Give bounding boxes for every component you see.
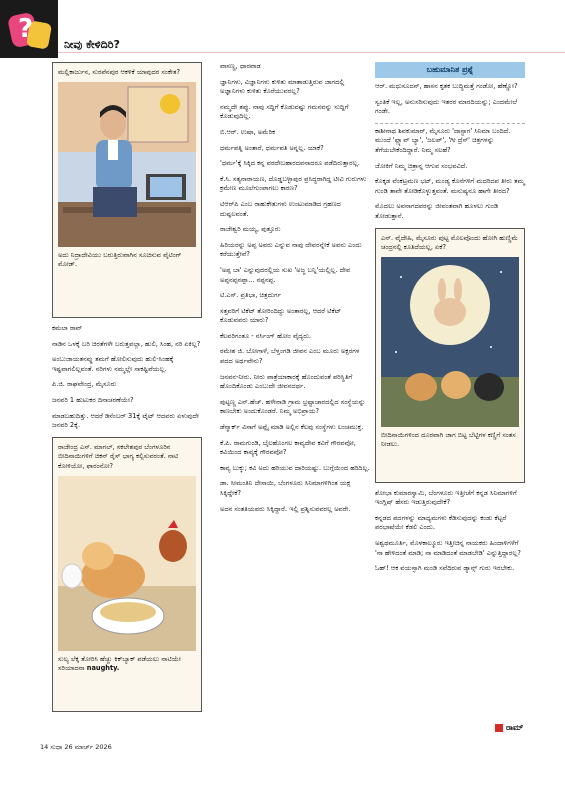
- answer-text: ಅದನ ಸಂತತಿಯವರು ಸಿಕ್ಕಿದ್ದಾರೆ. ಇಲ್ಲಿ ಪ್ರಶ್ನಿಸುವವರಲ್ಲ ಅವರೇ.: [220, 504, 351, 513]
- question-text: ಎನ್. ವೈದೇಹಿ, ಮೈಸೂರು ಪುಟ್ಟ ಮೊಲವೊಂದು ಹೋಗಿ ಹುಣ್ಣಿಮೆ ಚಂದ್ರನಲ್ಲಿ ಕೂತಿದೆಯಲ್ಲ, ಏಕೆ?: [381, 233, 518, 252]
- column-1: [52, 62, 202, 712]
- answer-text: ನಮ್ಮದೇ ತಪ್ಪು. ನಾವು ಸದ್ದಿಗೆ ಕೊಡುವಷ್ಟು ಗಮನವನ್ನು ಸುದ್ದಿಗೆ ಕೊಡುವುದಿಲ್ಲ.: [220, 102, 349, 121]
- question-text: ಶೋಭಾ ಕುಮಾರಸ್ವಾಮಿ, ಬೆಂಗಳೂರು ಇತ್ತೀಚೆಗೆ ಕನ್ನಡ ಸಿನಿಮಾಗಳಿಗೆ ಇಂಗ್ಲಿಷ್ ಹೆಸರು ಇಡುತ್ತಿರುವುದೇಕೆ?: [375, 488, 517, 507]
- answer-text: ಡೆನ್ಮಾರ್ಕ್ ವಿಸಾಗೆ ಅಪ್ಲೈ ಮಾಡಿ ಅಲ್ಲಿನ ಕೆಲವು ಸಂಸ್ಥೆಗಳು ಲಂಚಮುಕ್ತ.: [220, 423, 364, 432]
- answer-text-main: ಸುಲ್ಯ ಲೆಕ್ಕ ತೋರಿಸಿ ಹೆಚ್ಚು ಕಿಕ್‌ಬ್ಯಾಕ್ ಪಡೆಯಲು ನಾಟಿಯೇ ಸರಿಯಾದನಾ: [58, 654, 181, 673]
- question-text: ಕೆ.ಸಿ. ಸತ್ಯನಾರಾಯಣ, ದೊಡ್ಡಬಳ್ಳಾಪುರ ಪ್ರಸಿದ್ಧರಾಗಿದ್ದ ಟೀವಿ ಗುರುಗಳು ಕ್ರಮೇಣ ಮೂಲೆಗುಂಪಾಗಲು ಕಾರಣ?: [220, 174, 367, 193]
- featured-qa-1: [52, 62, 202, 318]
- dog-and-chickens-illustration: [58, 476, 196, 651]
- question-text: ಆರ್. ಮಧುಸೂದನ್, ಹಾಸನ ಕೃತಕ ಬುದ್ಧಿಮತ್ತೆ ಗಂಡೋ, ಹೆಣ್ಣೋ?: [375, 82, 518, 90]
- answer-text: ಕಾವ್ಯ ಬುಕ್ಕು; ಕವಿ ಅದು ಹರಿಯುವ ದಾರಿಯಷ್ಟು. ಬುಗ್ಗೆಯಿಂದ ಹರಿದಿಲ್ಲ.: [220, 463, 370, 472]
- rabbit-in-moon-illustration: [381, 257, 519, 427]
- asker-name: ವಾಸಣ್ಣ, ಧಾರವಾಡ: [220, 62, 261, 70]
- question-text: ಧರ್ಮಪತ್ನಿ ಅಂತಾರೆ, ಧರ್ಮಪತಿ ಅನ್ನಲ್ಲ. ಯಾಕೆ?: [220, 143, 324, 152]
- answer-text: 'ಅಪ್ಪ ಬಾ' ಎನ್ನುವುದರಲ್ಲಿಯ ಸುಖ 'ಅಜ್ಜ ಬನ್ನಿ'ಯಲ್ಲಿಲ್ಲ. ದೇವ ಅಪ್ಪನಪ್ಪನಪ್ಪಾ... ನಪ್ಪನಪ್ಪ.: [220, 265, 351, 284]
- answer-text: ಟಿಆರ್‌ಪಿ ಎಂಬ ರಾಹುಕೇತುಗಳು ಉಂಟುಮಾಡಿದ ಗ್ರಹಣದ ದುಷ್ಪಲವಂತೆ.: [220, 199, 341, 218]
- author-credit: [495, 723, 523, 733]
- answer-text: 'ಧರ್ಮ'ಕ್ಕೆ ಸಿಕ್ಕಿದ ಕನ್ನ ವರದೇಬಹಾರದವನಾದರೂ ಪಡೆದಿರುತ್ತಾರಲ್ಲ.: [220, 159, 360, 168]
- answer-text: ಸ್ವಂತಿಕೆ ಇಲ್ಲ, ಅನುಸರಿಸುವುದು ಇತರರ ಮಾರದಿಯನ್ನು; ಎಂದಮೇಲೆ ಗಂಡೇ.: [375, 97, 518, 116]
- answer-text: ಮಾಡಬಹುದಿತ್ತು. ಆದರೆ ಡಿಸೆಂಬರ್ 31ಕ್ಕೆ ಟೈಟ್ ಆದವರು ಏಳುವುದೇ ಜನವರಿ 2ಕ್ಕೆ.: [52, 411, 199, 430]
- answer-text: ಅಂಬುಜಾಯತನವ್ನು ತಮಗೆ ಹೋಲಿಸುವುದು ಹುಲಿ-ಸಿಂಹಕ್ಕೆ ಇಷ್ಟವಾಗಲಿಲ್ಲವಂತೆ. ನರಿಗಳು ನಮ್ಮಲ್ಲೇ ಸಾಕಷ್ಟಿವೆಯಲ್ಲ.: [52, 355, 174, 373]
- question-text: ಕೆ.ಪಿ. ರಾಮಗುಂಡಿ, ಬೈಲಹೊಂಗಲ ಕಾವ್ಯದೇವ ಕವಿಗೆ ಗೌರವವೋ, ಕವಿಯಿಂದ ಕಾವ್ಯಕ್ಕೆ ಗೌರವವೋ?: [220, 438, 356, 457]
- question-text: ಕೊಕ್ಕಡ ವೆಂಕಟ್ರಮಣ ಭಟ್, ಮಂಡ್ಯ ಕೊನೆಗಳಿಗೆ ಮದರಿದಪ ತೀರು ತಮ್ಮ ಗುಂಡಿ ತಾವೇ ತೋಡಿಕೊಳ್ಳುತ್ತವಂತೆ. ಮನುಷ್ಯನೂ ಹಾಗೇ ತೀರದ?: [375, 177, 525, 195]
- answer-text: ಕೆಲವರಿಗಂತೂ - ನರ್ಸಿಂಗ್ ಹೋಂ ವೈದ್ಯರು.: [220, 331, 312, 340]
- yawning-man-illustration: [58, 82, 196, 247]
- question-text: ಹಿರಿಯರನ್ನು ಅಪ್ಪ ಅವರು ಎನ್ನುವ ನಾವು ದೇವರನ್ನೇಕೆ ಅವನು ಎಂದು ಕರೆಯುತ್ತೇವೆ?: [220, 240, 362, 259]
- question-text: ಮಲ್ಲಿಕಾರ್ಜುನ, ಸುರಪೆನಪುರ ಆಕಳಿಕೆ ಯಾವುದರ ಸಂಕೇತ?: [58, 68, 180, 76]
- answer-text: ಜನವನ-ನೀರು. ನೀರು ಪಾತ್ರೆಯಾಕಾರಕ್ಕೆ ಹೊಂದುವಂತೆ ಪರಿಸ್ಥಿತಿಗೆ ಹೊಂದಿಕೊಂಡು ಎಂಬುದೇ ಜೀವನದರ್ಥ.: [220, 372, 353, 391]
- featured-qa-2: [52, 437, 202, 712]
- answer-text: [58, 655, 196, 674]
- asker-name: ಬಿ.ಆರ್. ಉಷಾ, ಅಮೆರಿಕ: [220, 127, 276, 136]
- answer-text: ಓಹ್! ಆಕ ವಯಸ್ಸಾಗಿ ಮಂಡಿ ಸವೆದಿರುವ ಡ್ಯಾನ್ಸ್ ಗುರು ಇರಬೇಕು.: [375, 564, 515, 573]
- prize-question-banner: ಬಹುಮಾನಿತ ಪ್ರಶ್ನೆ: [375, 62, 525, 78]
- question-text: ಜನವರಿ 1 ಹುಟುಕರ ದಿನಾಚರಣೆಯೇ?: [52, 395, 134, 404]
- answer-text: ಅದು ನಿದ್ರಾದೇವಿಯು ಬರುತ್ತಿರುವಾಗಿನ ಸೂಚಿಸುವ ವೈಟಿಂಗ್ ಮೋಡ್.: [58, 250, 182, 269]
- page-footer: 14 ಸುಧಾ 26 ಮಾರ್ಚ್ 2026: [40, 743, 112, 751]
- question-text: ಅಶ್ವಥಮೂರ್ತಿ, ಮೊಳಕಾಲ್ಮೂರು ಇತ್ತೀಚಿನ್ನ ನಾಯಕರು ಹಿಂದಾಳಿಗಳೆಗೆ 'ನಾ ಹೇಳಿದಂತೆ ಮಾಡಿ; ನಾ ಮಾಡಿದಂತೆ ಮಾಡಬೇಡಿ' ಎನ್ನುತ್ತಿದ್ದಾರಲ್ಲ?: [375, 538, 521, 557]
- page-title: ನೀವು ಕೇಳಿದಿರಿ?: [64, 38, 120, 51]
- answer-text: ಮೊದಲು ಅವನಾಗದವರನ್ನು ಜೀವಂತವಾಗಿ ಹೂಳಲು ಗುಂಡಿ ತೋಡುತ್ತಾನೆ.: [375, 202, 499, 220]
- question-collage-logo: [0, 0, 58, 58]
- question-text: ಡಾ. ಸೀಮಂತಿನಿ ದೇಸಾಯಿ, ಬೆಂಗಳೂರು ಸಿನಿಮಾಗಳಿಗಿಂತ ಯಕ್ಷ ಸಿಕ್ಕಿದ್ದೇಕೆ?: [220, 479, 351, 497]
- column-2: [220, 62, 370, 520]
- question-text: ಸತ್ತವರಿಗೆ ಟಿಕೆಟ್ ತೋರಿಂದಿದ್ದು ಅಂತಾರಲ್ಲ, ಆದರೆ ಟಿಕೆಟ್ ಕೊಡುವವರು ಯಾರು?: [220, 306, 342, 325]
- question-text: ನಾಡಿನ ಒಳಕ್ಕೆ ಬರಿ ಚಿರತೆಗಳೇ ಬರುತ್ತವಲ್ಲಾ, ಹುಲಿ, ಸಿಂಹ, ನರಿ ಏಕಿಲ್ಲ?: [52, 339, 201, 348]
- question-text: ಪುಟ್ಟಣ್ಣ ಎನ್.ಹೆಚ್. ಹಳೇನಾಡಿ ಗ್ರಾಮ ಭ್ರಷ್ಟಾಚಾರದಲ್ಲಿದ ಸಂಸ್ಥೆಯನ್ನು ಕಾಣಬೇಕು ಅಂದುಕೊಂಡರೆ. ನಿಮ್ಮ ಅಭಿಪ್ರಾಯ?: [220, 397, 366, 416]
- asker-name: ರಾಜೇಶ್ವರಿ ಮಯ್ಯ, ಪುತ್ತೂರು: [220, 225, 281, 234]
- featured-qa-3: [375, 228, 525, 483]
- answer-text: ಬೀದಿನಾಯಿಗಳಿಂದ ದೂರವಾಗಿ ಜಾಗ ಬಿಟ್ಟ ಬೆಟ್ಟಿಗಳ ಕಣ್ಣಿಗೆ ಸಂತಸ ನೀಡಲು.: [381, 430, 516, 449]
- question-text: ಕಾಶೀನಾಥ ಶಿವಕುಮಾರ್, ಮೈಸೂರು 'ದಾಸ್ಟಾಗ' ಸಿನಿಮಾ ಬಂದಿದೆ. ಮುಂದೆ 'ಫ್ಲ್ಯಾವ್ ಬ್ಯಾ', 'ಜಲಪ್', 'ಗೀ ದ್ರೆಸ್' ಚಿತ್ರಗಳನ್ನು ತೆಗೆಯಬೇಕೆಂದಿದ್ದಾರೆ. ನಿಮ್ಮ ಸಲಹೆ?: [375, 126, 511, 154]
- question-mark-icon: ?: [18, 14, 34, 44]
- answer-text: ಕನ್ನಡದ ಪದಗಳನ್ನು ಮಾಧ್ಯಮಗಳು ಕೆಡಿಸುವುದನ್ನು ಕಂಡು ಕೆಟ್ಟರೆ ಪರಭಾಷೆಯೇ ಕೆಡಲಿ ಎಂದು.: [375, 513, 507, 532]
- header-divider: [58, 52, 565, 53]
- red-square-icon: [495, 724, 503, 732]
- asker-name: ಪಿ.ಜಿ. ರಾಘವೇಂದ್ರ, ಮೈಸೂರು: [52, 380, 117, 389]
- column-3: [375, 62, 525, 580]
- answer-text: ಜೋಕಿಗೆ ನಿಮ್ಮ ಚಿತ್ರಾನ್ನ ಆಗುವ ಸಂಭವವಿದೆ.: [375, 161, 468, 170]
- question-text: ಜ್ಞಾನಿಗಳು, ವಿಜ್ಞಾನಿಗಳು ಕುಳಿತು ಮಾತಾಡುತ್ತಿರುವ ಜಾಗದಲ್ಲಿ ಅಜ್ಞಾನಿಗಳು ಕುಳಿತು ಕೊರೆಯುವರಲ್ಲ?: [220, 77, 345, 96]
- question-text: ರಾಜೇಂದ್ರ ಎಸ್. ಮಾಗಲ್, ಸಕಲೇಶಪುರ ಬೆಂಗಳೂರಿನ ಬೀದಿನಾಯಿಗಳಿಗೆ ಚಿಕನ್ ರೈಸ್ ಭಾಗ್ಯ ಕಲ್ಪಿಸುವರಂತೆ. ನಾಟಿ ಕೋಳಿಯೋ, ಫಾರಂನೋ?: [58, 442, 179, 470]
- asker-name: ಟಿ.ಎಸ್. ಪ್ರತಿಭಾ, ಚಿತ್ರದುರ್ಗ: [220, 291, 282, 300]
- question-text: ರಮೇಶ ಜಿ. ಬೋಗಾಳೆ, ಬೆಳ್ತಂಗಡಿ ಜೀವನ ಎಂಬ ಮೂರು ಅಕ್ಷರಗಳ ಪದದ ಅರ್ಥವೇನು?: [220, 347, 360, 366]
- asker-name: ಕಮಲಾ ರಾವ್: [52, 324, 83, 332]
- divider: [375, 123, 525, 124]
- author-name: ರಾಮ್: [506, 723, 524, 732]
- answer-text-english: naughty.: [86, 664, 120, 673]
